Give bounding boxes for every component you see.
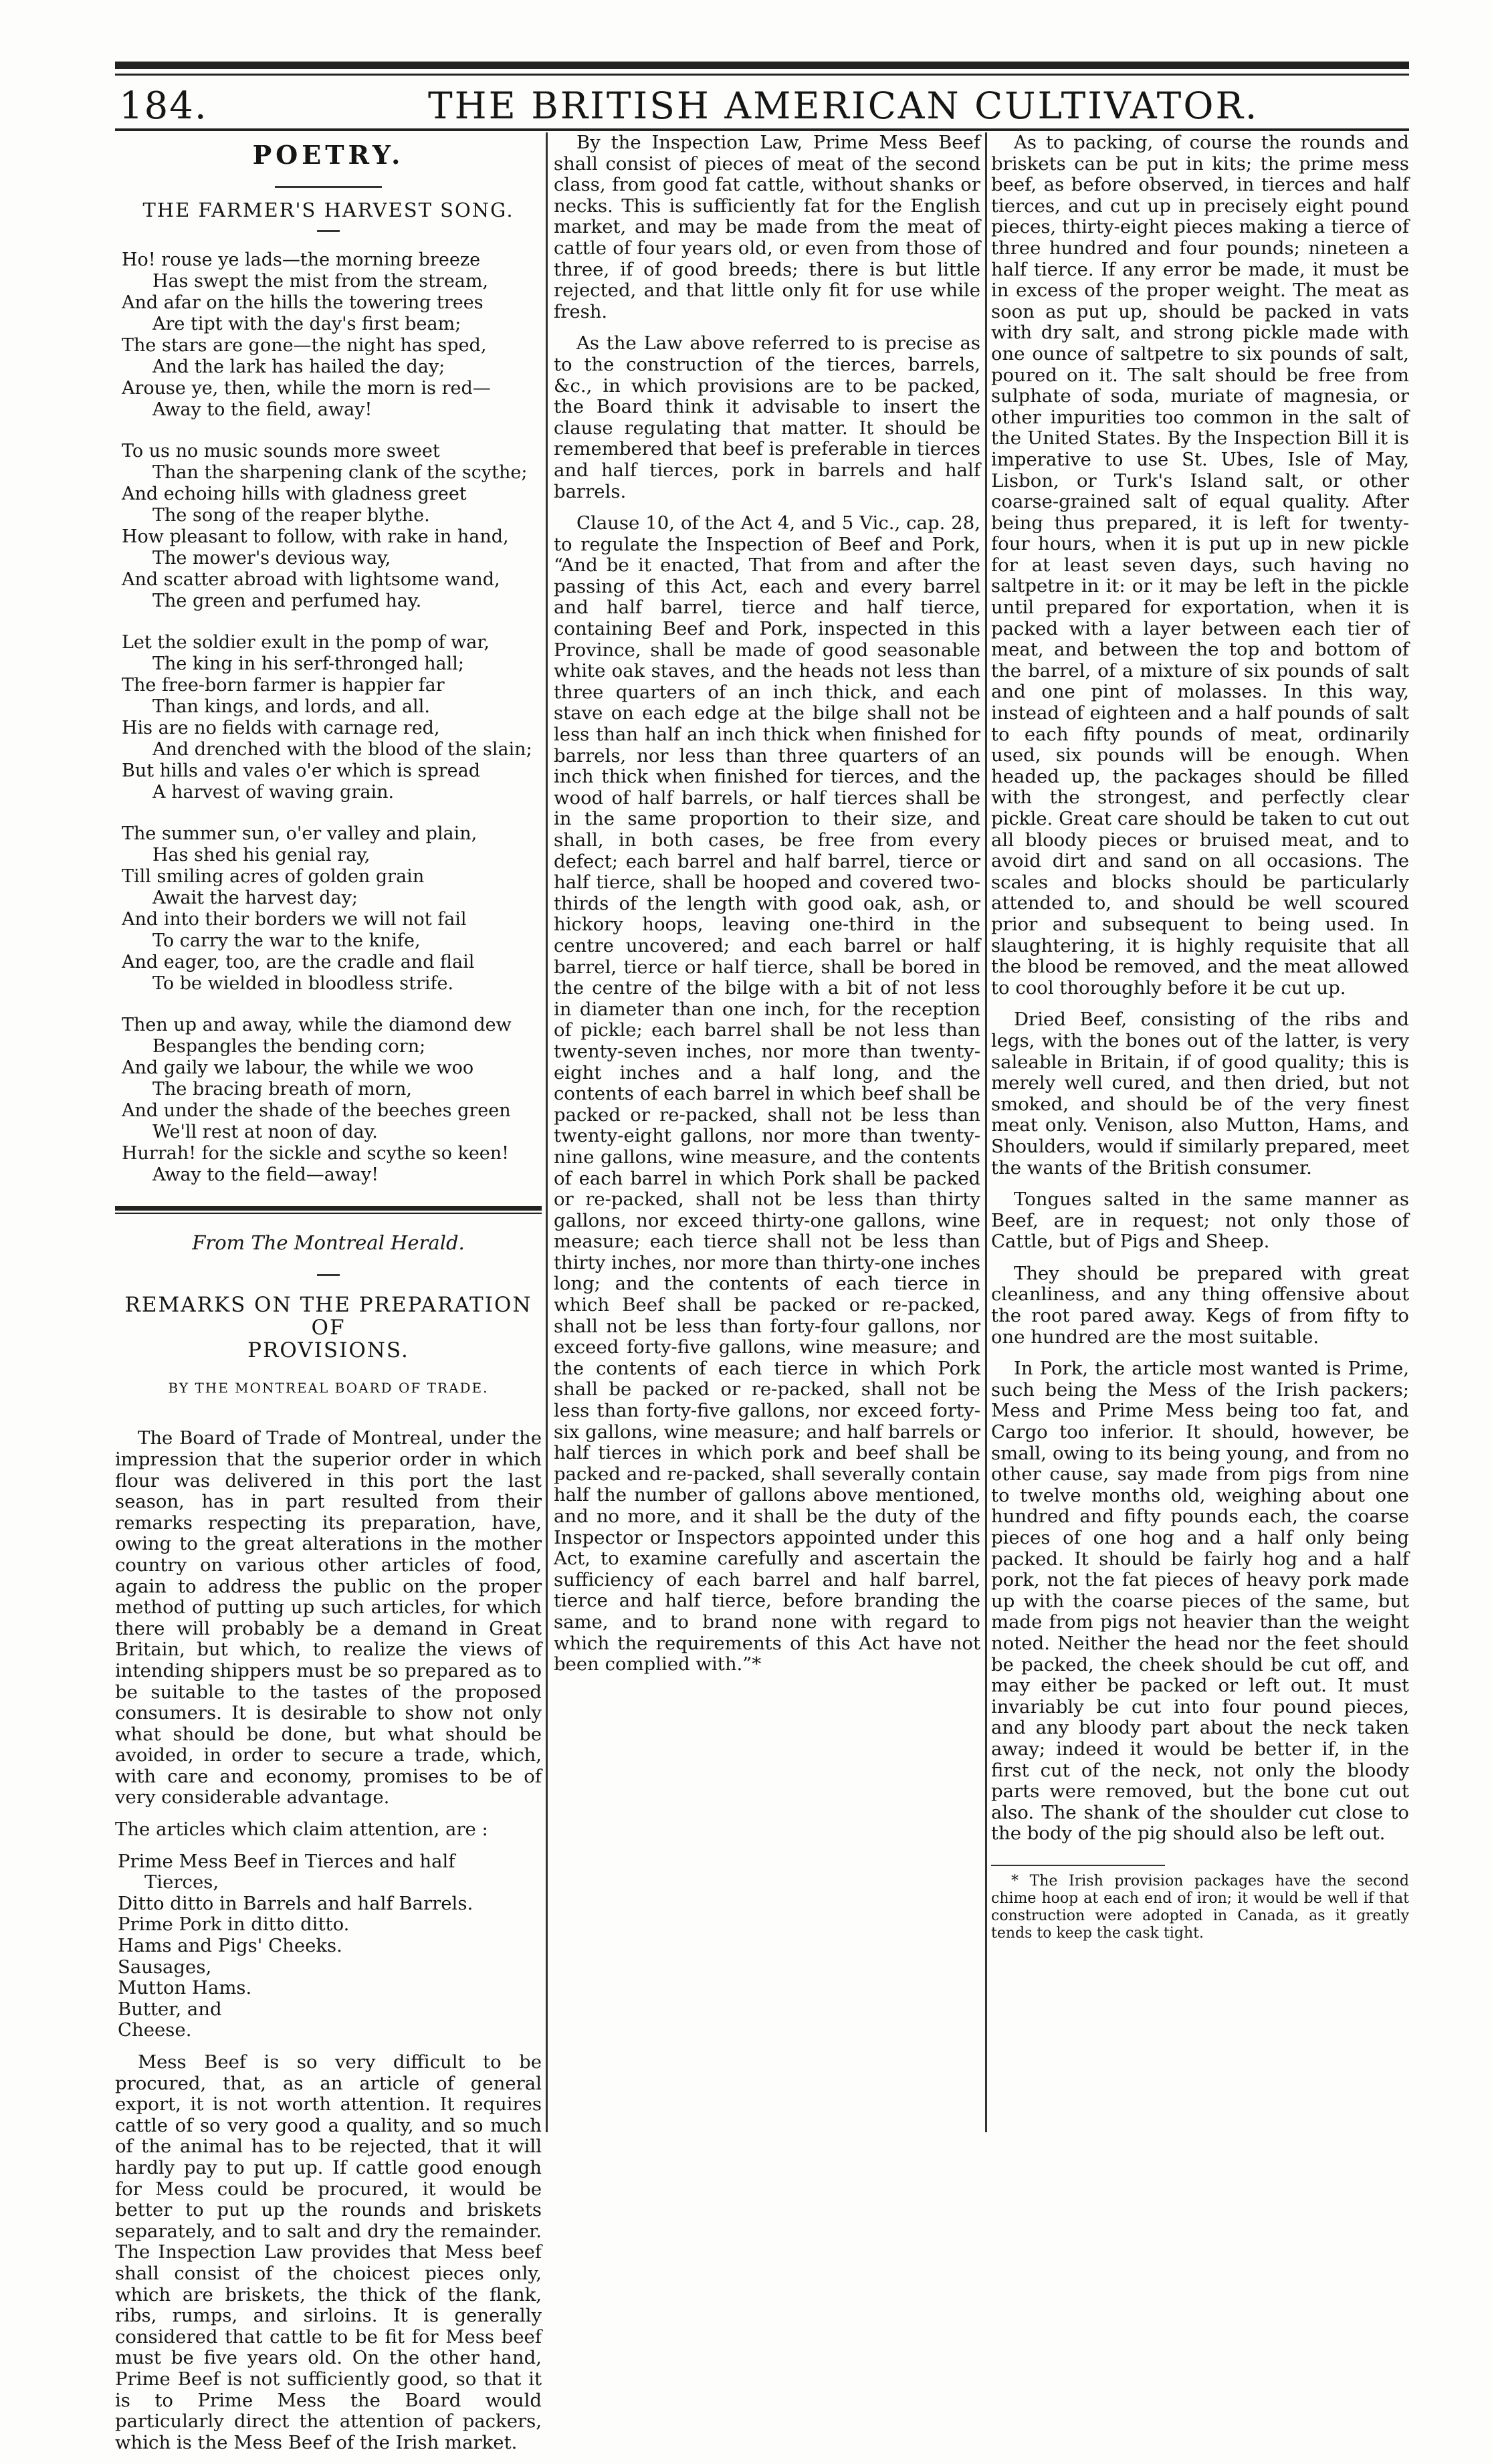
- stanza: [115, 441, 542, 612]
- article-title: [115, 1294, 542, 1362]
- article-title-line: PROVISIONS.: [247, 1338, 409, 1362]
- poem-line: Has shed his genial ray,: [152, 845, 370, 866]
- poem-line: We'll rest at noon of day.: [152, 1122, 378, 1143]
- poem-line: The bracing breath of morn,: [152, 1079, 412, 1100]
- list-item: Hams and Pigs' Cheeks.: [118, 1935, 342, 1957]
- list-item: Prime Mess Beef in Tierces and half: [118, 1850, 455, 1872]
- poem-line: And gaily we labour, the while we woo: [122, 1057, 474, 1079]
- stanza: [115, 1015, 542, 1186]
- poem-line: Are tipt with the day's first beam;: [152, 314, 461, 335]
- poem-line: And scatter abroad with lightsome wand,: [122, 569, 500, 591]
- source-dash: [317, 1274, 340, 1276]
- column-3: [991, 132, 1409, 1942]
- article-source: From The Montreal Herald.: [192, 1231, 465, 1255]
- page-number: 184.: [119, 84, 208, 128]
- header-rule: [115, 128, 1409, 131]
- poem-line: Ho! rouse ye lads—the morning breeze: [122, 249, 481, 271]
- column-1: [115, 132, 542, 2464]
- poem-line: And eager, too, are the cradle and flail: [122, 952, 475, 973]
- section-heading: POETRY.: [252, 140, 405, 170]
- title-dash: [317, 230, 340, 232]
- poem-line: The summer sun, o'er valley and plain,: [122, 823, 477, 845]
- poem-line: The green and perfumed hay.: [152, 591, 422, 612]
- column-divider: [546, 132, 548, 2132]
- poem-line: Till smiling acres of golden grain: [122, 866, 425, 888]
- poem-line: How pleasant to follow, with rake in hand,: [122, 526, 509, 548]
- paragraph: Tongues salted in the same manner as Beef, are in request; not only those of Cattle, but of Pigs and Sheep.: [991, 1189, 1409, 1253]
- poem-line: A harvest of waving grain.: [152, 782, 395, 803]
- poem-line: But hills and vales o'er which is spread: [122, 760, 481, 782]
- poem-line: And afar on the hills the towering trees: [122, 292, 484, 314]
- journal-title: THE BRITISH AMERICAN CULTIVATOR.: [428, 84, 1259, 127]
- article-title-line: REMARKS ON THE PREPARATION OF: [124, 1292, 532, 1340]
- list-item: Butter, and: [118, 1998, 222, 2020]
- poem-line: The free-born farmer is happier far: [122, 675, 445, 696]
- poem-line: To us no music sounds more sweet: [122, 441, 440, 462]
- column-divider: [985, 132, 987, 2132]
- top-rule-thin: [115, 74, 1409, 76]
- stanza: [115, 823, 542, 995]
- paragraph: Mess Beef is so very difficult to be procured, that, as an article of general export, it is not worth attention. It requires cattle of so very good a quality, and so much of the animal has to be rejected, that it will hardly pay to put up. If cattle good enough for Mess could be procured, it would be better to put up the rounds and briskets separately, and to salt and dry the remainder. The Inspection Law provides that Mess beef shall consist of the choicest pieces only, which are briskets, the thick of the flank, ribs, rumps, and sirloins. It is generally considered that cattle to be fit for Mess beef must be five years old. On the other hand, Prime Beef is not sufficiently good, so that it is to Prime Mess the Board would particularly direct the attention of packers, which is the Mess Beef of the Irish market.: [115, 2051, 542, 2453]
- stanza: [115, 249, 542, 421]
- poem-line: And echoing hills with gladness greet: [122, 484, 467, 505]
- list-item: Mutton Hams.: [118, 1977, 252, 1999]
- article-byline: BY THE MONTREAL BOARD OF TRADE.: [168, 1379, 489, 1396]
- poem-line: Hurrah! for the sickle and scythe so keen!: [122, 1143, 510, 1164]
- section-rule-thick: [115, 1206, 542, 1211]
- footnote-rule: [991, 1865, 1165, 1866]
- list-item: Tierces,: [144, 1871, 219, 1893]
- list-item: Cheese.: [118, 2019, 192, 2041]
- list-item: Sausages,: [118, 1956, 212, 1978]
- poem-line: And into their borders we will not fail: [122, 909, 467, 930]
- poem-line: Await the harvest day;: [152, 888, 358, 909]
- paragraph: In Pork, the article most wanted is Prime, such being the Mess of the Irish packers; Mess and Prime Mess being too fat, and Cargo too inferior. It should, however, be small, owing to its being young, and from no other cause, say made from pigs from nine to twelve months old, weighing about one hundred and fifty pounds each, the coarse pieces of one hog and a half only being packed. It should be fairly hog and a half pork, not the fat pieces of heavy pork made up with the coarse pieces of the same, but made from pigs not heavier than the weight noted. Neither the head nor the feet should be packed, the cheek should be cut off, and may either be packed or left out. It must invariably be cut into four pound pieces, and any bloody part about the neck taken away; indeed it would be better if, in the first cut of the neck, not only the bloody parts were removed, but the bone cut out also. The shank of the shoulder cut close to the body of the pig should also be left out.: [991, 1358, 1409, 1845]
- poem-line: Has swept the mist from the stream,: [152, 271, 489, 292]
- poem-line: The mower's devious way,: [152, 548, 391, 569]
- poem-line: The stars are gone—the night has sped,: [122, 335, 487, 356]
- paragraph: Dried Beef, consisting of the ribs and legs, with the bones out of the latter, is very saleable in Britain, if of good quality; this is merely well cured, and then dried, but not smoked, and should be of the very finest meat only. Venison, also Mutton, Hams, and Shoulders, would if similarly prepared, meet the wants of the British consumer.: [991, 1009, 1409, 1178]
- top-rule-thick: [115, 62, 1409, 69]
- list-item: Prime Pork in ditto ditto.: [118, 1914, 350, 1936]
- poem-line: And under the shade of the beeches green: [122, 1100, 511, 1122]
- poem-line: Away to the field, away!: [152, 399, 372, 421]
- poem-line: And drenched with the blood of the slain;: [152, 739, 532, 760]
- poem-line: The song of the reaper blythe.: [152, 505, 430, 526]
- poem-line: The king in his serf-thronged hall;: [152, 653, 464, 675]
- poem-line: Let the soldier exult in the pomp of war,: [122, 632, 490, 653]
- list-item: Ditto ditto in Barrels and half Barrels.: [118, 1892, 473, 1914]
- paragraph: Clause 10, of the Act 4, and 5 Vic., cap. 28, to regulate the Inspection of Beef and Pork, “And be it enacted, That from and after the passing of this Act, each and every barrel and half barrel, tierce and half tierce, containing Beef and Pork, inspected in this Province, shall be made of good seasonable white oak staves, and the heads not less than three quarters of an inch thick, and each stave on each edge at the bilge shall not be less than half an inch thick when finished for barrels, nor less than three quarters of an inch thick when finished for tierces, and the wood of half barrels, or half tierces shall be in the same proportion to their size, and shall, in both cases, be free from every defect; each barrel and half barrel, tierce or half tierce, shall be hooped and covered two-thirds of the length with good oak, ash, or hickory hoops, leaving one-third in the centre uncovered; and each barrel or half barrel, tierce or half tierce, shall be bored in the centre of the bilge with a bit of not less in diameter than one inch, for the reception of pickle; each barrel shall be not less than twenty-seven inches, nor more than twenty-eight inches and a half long, and the contents of each barrel in which beef shall be packed or re-packed, shall not be less than twenty-eight gallons, nor more than twenty-nine gallons, wine measure, and the contents of each barrel in which Pork shall be packed or re-packed, shall not be less than thirty gallons, nor exceed thirty-one gallons, wine measure; each tierce shall not be less than thirty inches, nor more than thirty-one inches long; and the contents of each tierce in which Beef shall be packed or re-packed, shall not be less than forty-four gallons, nor exceed forty-five gallons, wine measure; and the contents of each tierce in which Pork shall be packed or re-packed, shall not be less than forty-five gallons, nor exceed forty-six gallons, wine measure; and half barrels or half tierces in which pork and beef shall be packed and re-packed, shall severally contain half the number of gallons above mentioned, and no more, and it shall be the duty of the Inspector or Inspectors appointed under this Act, to examine carefully and ascertain the sufficiency of each barrel and half barrel, tierce and half tierce, before branding the same, and to brand none with regard to which the requirements of this Act have not been complied with.”*: [554, 512, 980, 1675]
- poem-line: Than kings, and lords, and all.: [152, 696, 430, 718]
- poem-line: Arouse ye, then, while the morn is red—: [122, 378, 491, 399]
- articles-list: [115, 1851, 542, 2041]
- paragraph: By the Inspection Law, Prime Mess Beef shall consist of pieces of meat of the second class, from good fat cattle, without shanks or necks. This is sufficiently fat for the English market, and may be made from the meat of cattle of four years old, or even from those of three, if of good breeds; there is but little rejected, and that little only fit for use while fresh.: [554, 132, 980, 322]
- paragraph: As the Law above referred to is precise as to the construction of the tierces, barrels, &c., in which provisions are to be packed, the Board think it advisable to insert the clause regulating that matter. It should be remembered that beef is preferable in tierces and half tierces, pork in barrels and half barrels.: [554, 332, 980, 502]
- section-rule-thin: [115, 1213, 542, 1214]
- poem-line: And the lark has hailed the day;: [152, 356, 445, 378]
- paragraph: As to packing, of course the rounds and briskets can be put in kits; the prime mess beef, as before observed, in tierces and half tierces, and cut up in precisely eight pound pieces, thirty-eight pieces making a tierce of three hundred and four pounds; nineteen a half tierce. If any error be made, it must be in excess of the proper weight. The meat as soon as put up, should be packed in vats with dry salt, and strong pickle made with one ounce of saltpetre to six pounds of salt, poured on it. The salt should be free from sulphate of soda, muriate of magnesia, or other impurities too common in the salt of the United States. By the Inspection Bill it is imperative to use St. Ubes, Isle of May, Lisbon, or Turk's Island salt, or other coarse-grained salt of equal quality. After being thus prepared, it is left for twenty-four hours, when it is put up in new pickle for at least seven days, such having no saltpetre in it: or it may be left in the pickle until prepared for exportation, when it is packed with a layer between each tier of meat, and between the top and bottom of the barrel, of a mixture of six pounds of salt and one pint of molasses. In this way, instead of eighteen and a half pounds of salt to each fifty pounds of meat, ordinarily used, six pounds will be enough. When headed up, the packages should be filled with the strongest, and perfectly clear pickle. Great care should be taken to cut out all bloody pieces or bruised meat, and to avoid dirt and sand on all occasions. The scales and blocks should be particularly attended to, and should be well scoured prior and subsequent to being used. In slaughtering, it is highly requisite that all the blood be removed, and the meat allowed to cool thoroughly before it be cut up.: [991, 132, 1409, 999]
- poem-line: Away to the field—away!: [152, 1164, 379, 1186]
- heading-rule: [275, 186, 382, 188]
- footnote: [991, 1873, 1409, 1942]
- paragraph: They should be prepared with great cleanliness, and any thing offensive about the root pared away. Kegs of from fifty to one hundred are the most suitable.: [991, 1262, 1409, 1348]
- column-2: [554, 132, 980, 1686]
- poem-line: To be wielded in bloodless strife.: [152, 973, 454, 995]
- footnote-text: * The Irish provision packages have the second chime hoop at each end of iron; it would be well if that construction were adopted in Canada, as it greatly tends to keep the cask tight.: [991, 1872, 1409, 1942]
- poem-line: Then up and away, while the diamond dew: [122, 1015, 512, 1036]
- poem-line: Than the sharpening clank of the scythe;: [152, 462, 528, 484]
- paragraph: The Board of Trade of Montreal, under the impression that the superior order in which flour was delivered in this port the last season, has in part resulted from their remarks respecting its preparation, have, owing to the great alterations in the mother country on various other articles of food, again to address the public on the proper method of putting up such articles, for which there will probably be a demand in Great Britain, but which, to realize the views of intending shippers must be so prepared as to be suitable to the tastes of the proposed consumers. It is desirable to show not only what should be done, but what should be avoided, in order to secure a trade, which, with care and economy, promises to be of very considerable advantage.: [115, 1427, 542, 1809]
- list-intro: The articles which claim attention, are :: [115, 1819, 488, 1841]
- poem-line: Bespangles the bending corn;: [152, 1036, 426, 1057]
- poem-line: His are no fields with carnage red,: [122, 718, 440, 739]
- poem-line: To carry the war to the knife,: [152, 930, 421, 952]
- poem-title: THE FARMER'S HARVEST SONG.: [142, 198, 514, 221]
- stanza: [115, 632, 542, 803]
